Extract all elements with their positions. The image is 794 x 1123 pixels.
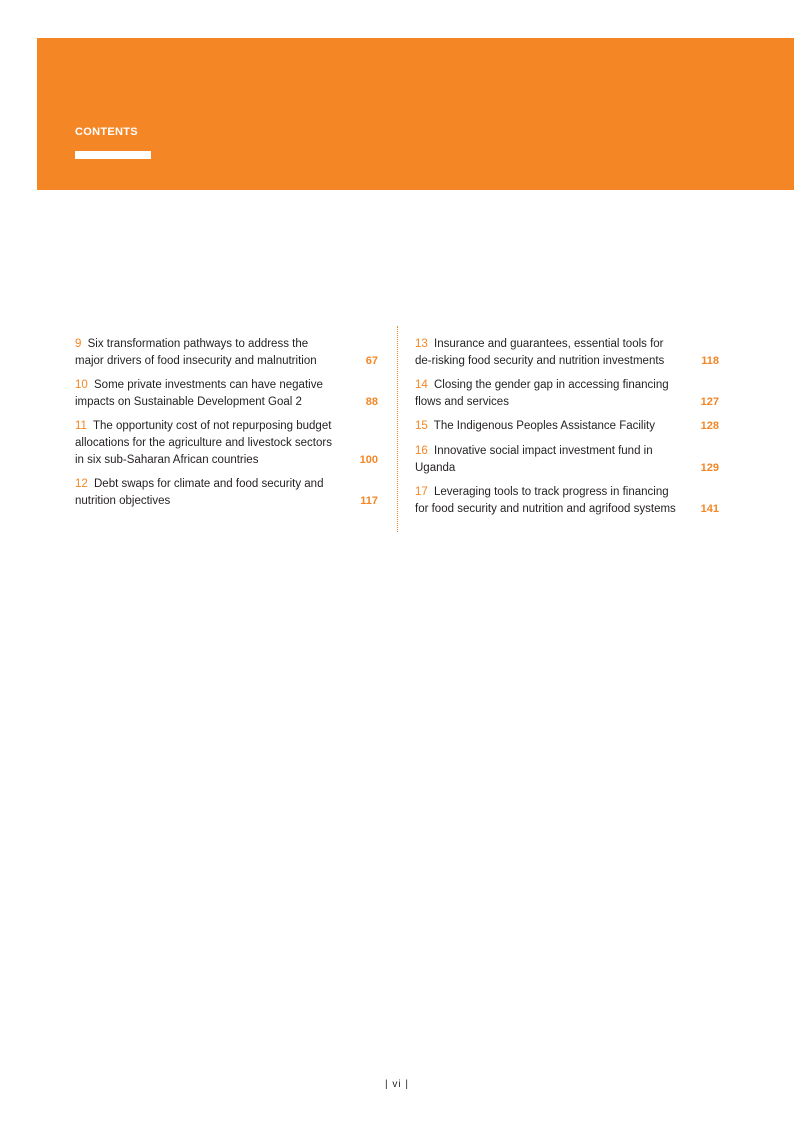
toc-entry-title: Insurance and guarantees, essential tools for de-risking food security and nutrition investments xyxy=(415,338,665,367)
column-divider xyxy=(397,326,398,532)
toc-entry-number: 10 xyxy=(75,379,88,392)
toc-entry-number: 17 xyxy=(415,485,428,498)
toc-entry-number: 13 xyxy=(415,338,428,350)
toc-entry-title: Innovative social impact investment fund in Uganda xyxy=(415,444,653,474)
page-title: CONTENTS xyxy=(75,126,138,138)
toc-entry[interactable] xyxy=(415,484,719,518)
toc-entry-page: 127 xyxy=(700,395,719,408)
toc-entry-number: 16 xyxy=(415,444,428,457)
toc-entry[interactable] xyxy=(75,336,378,370)
toc-entry[interactable] xyxy=(75,377,378,411)
toc-entry-title: Closing the gender gap in accessing financing flows and services xyxy=(415,379,669,408)
toc-entry-title: Leveraging tools to track progress in financing for food security and nutrition and agrifood systems xyxy=(415,485,676,515)
toc-entry-number: 11 xyxy=(75,420,87,433)
toc-entry-number: 9 xyxy=(75,338,82,350)
toc-entry[interactable] xyxy=(415,443,719,477)
toc-entry-page: 118 xyxy=(701,354,719,367)
toc-entry[interactable] xyxy=(415,336,719,370)
toc-entry-page: 129 xyxy=(700,461,719,474)
toc-entry-title: Some private investments can have negative impacts on Sustainable Development Goal 2 xyxy=(75,379,323,408)
toc-right-column xyxy=(415,336,719,525)
toc-entry-number: 12 xyxy=(75,478,88,491)
toc-entry-page: 88 xyxy=(365,395,378,408)
toc-entry-title: Debt swaps for climate and food security and nutrition objectives xyxy=(75,478,324,508)
toc-entry[interactable] xyxy=(75,476,378,510)
toc-entry-page: 128 xyxy=(700,420,719,433)
header-banner xyxy=(37,38,794,190)
toc-entry[interactable] xyxy=(415,418,719,435)
toc-entry-number: 14 xyxy=(415,379,428,392)
toc-entry[interactable] xyxy=(415,377,719,411)
toc-entry-number: 15 xyxy=(415,420,428,433)
toc-left-column xyxy=(75,336,378,518)
toc-entry-title: The Indigenous Peoples Assistance Facility xyxy=(433,420,655,433)
toc-entry[interactable] xyxy=(75,418,378,468)
footer-page-number: | vi | xyxy=(385,1079,409,1090)
toc-entry-title: Six transformation pathways to address the major drivers of food insecurity and malnutrition xyxy=(75,338,317,367)
toc-entry-page: 141 xyxy=(700,502,719,515)
toc-entry-page: 67 xyxy=(365,354,378,367)
title-underline-bar xyxy=(75,151,151,159)
toc-entry-page: 117 xyxy=(360,495,378,508)
toc-entry-title: The opportunity cost of not repurposing budget allocations for the agriculture and livestock sectors in six sub-Saharan African countries xyxy=(75,420,332,466)
toc-entry-page: 100 xyxy=(359,453,378,466)
